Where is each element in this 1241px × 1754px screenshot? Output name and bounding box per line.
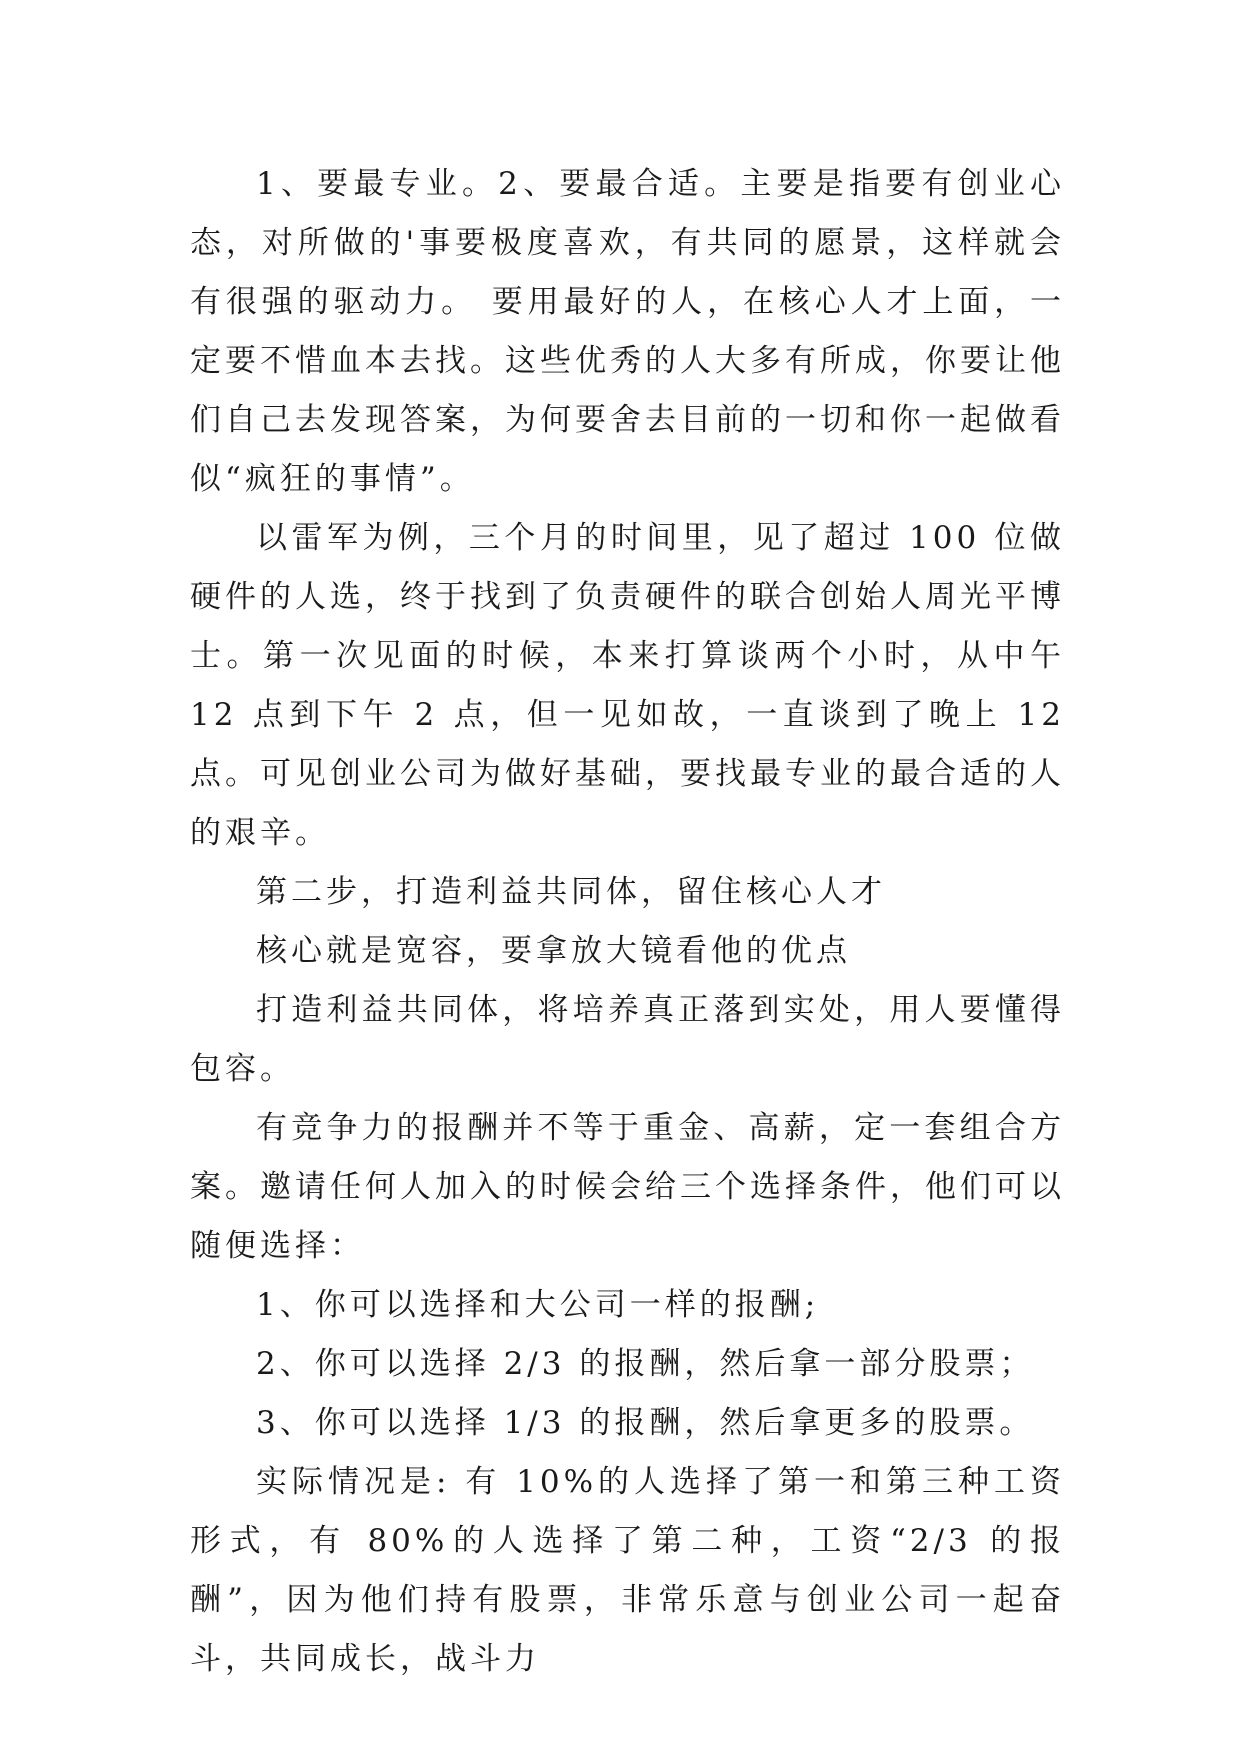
paragraph: 1、要最专业。2、要最合适。主要是指要有创业心态，对所做的'事要极度喜欢，有共同的愿景，这样就会有很强的驱动力。 要用最好的人，在核心人才上面，一定要不惜血本去找。这些优秀的人大多有所成，你要让他们自己去发现答案，为何要舍去目前的一切和你一起做看似“疯狂的事情”。 [190,166,1065,497]
paragraph: 核心就是宽容，要拿放大镜看他的优点 [256,933,851,969]
paragraph: 打造利益共同体，将培养真正落到实处，用人要懂得包容。 [190,992,1065,1087]
paragraph: 实际情况是: 有 10%的人选择了第一和第三种工资形式，有 80%的人选择了第二种，工资“2/3 的报酬”，因为他们持有股票，非常乐意与创业公司一起奋斗，共同成长，战斗力 [190,1464,1065,1677]
document-body [190,155,1065,1689]
list-item: 2、你可以选择 2/3 的报酬，然后拿一部分股票； [256,1346,1035,1382]
paragraph: 有竞争力的报酬并不等于重金、高薪，定一套组合方案。邀请任何人加入的时候会给三个选择条件，他们可以随便选择： [190,1110,1065,1264]
list-item: 1、你可以选择和大公司一样的报酬; [256,1287,820,1323]
list-item: 3、你可以选择 1/3 的报酬，然后拿更多的股票。 [256,1405,1035,1441]
paragraph: 以雷军为例，三个月的时间里，见了超过 100 位做硬件的人选，终于找到了负责硬件的联合创始人周光平博士。第一次见面的时候，本来打算谈两个小时，从中午 12 点到下午 2 点，但一见如故，一直谈到了晚上 12 点。可见创业公司为做好基础，要找最专业的最合适的人的艰辛。 [190,520,1065,851]
paragraph: 第二步，打造利益共同体，留住核心人才 [256,874,886,910]
